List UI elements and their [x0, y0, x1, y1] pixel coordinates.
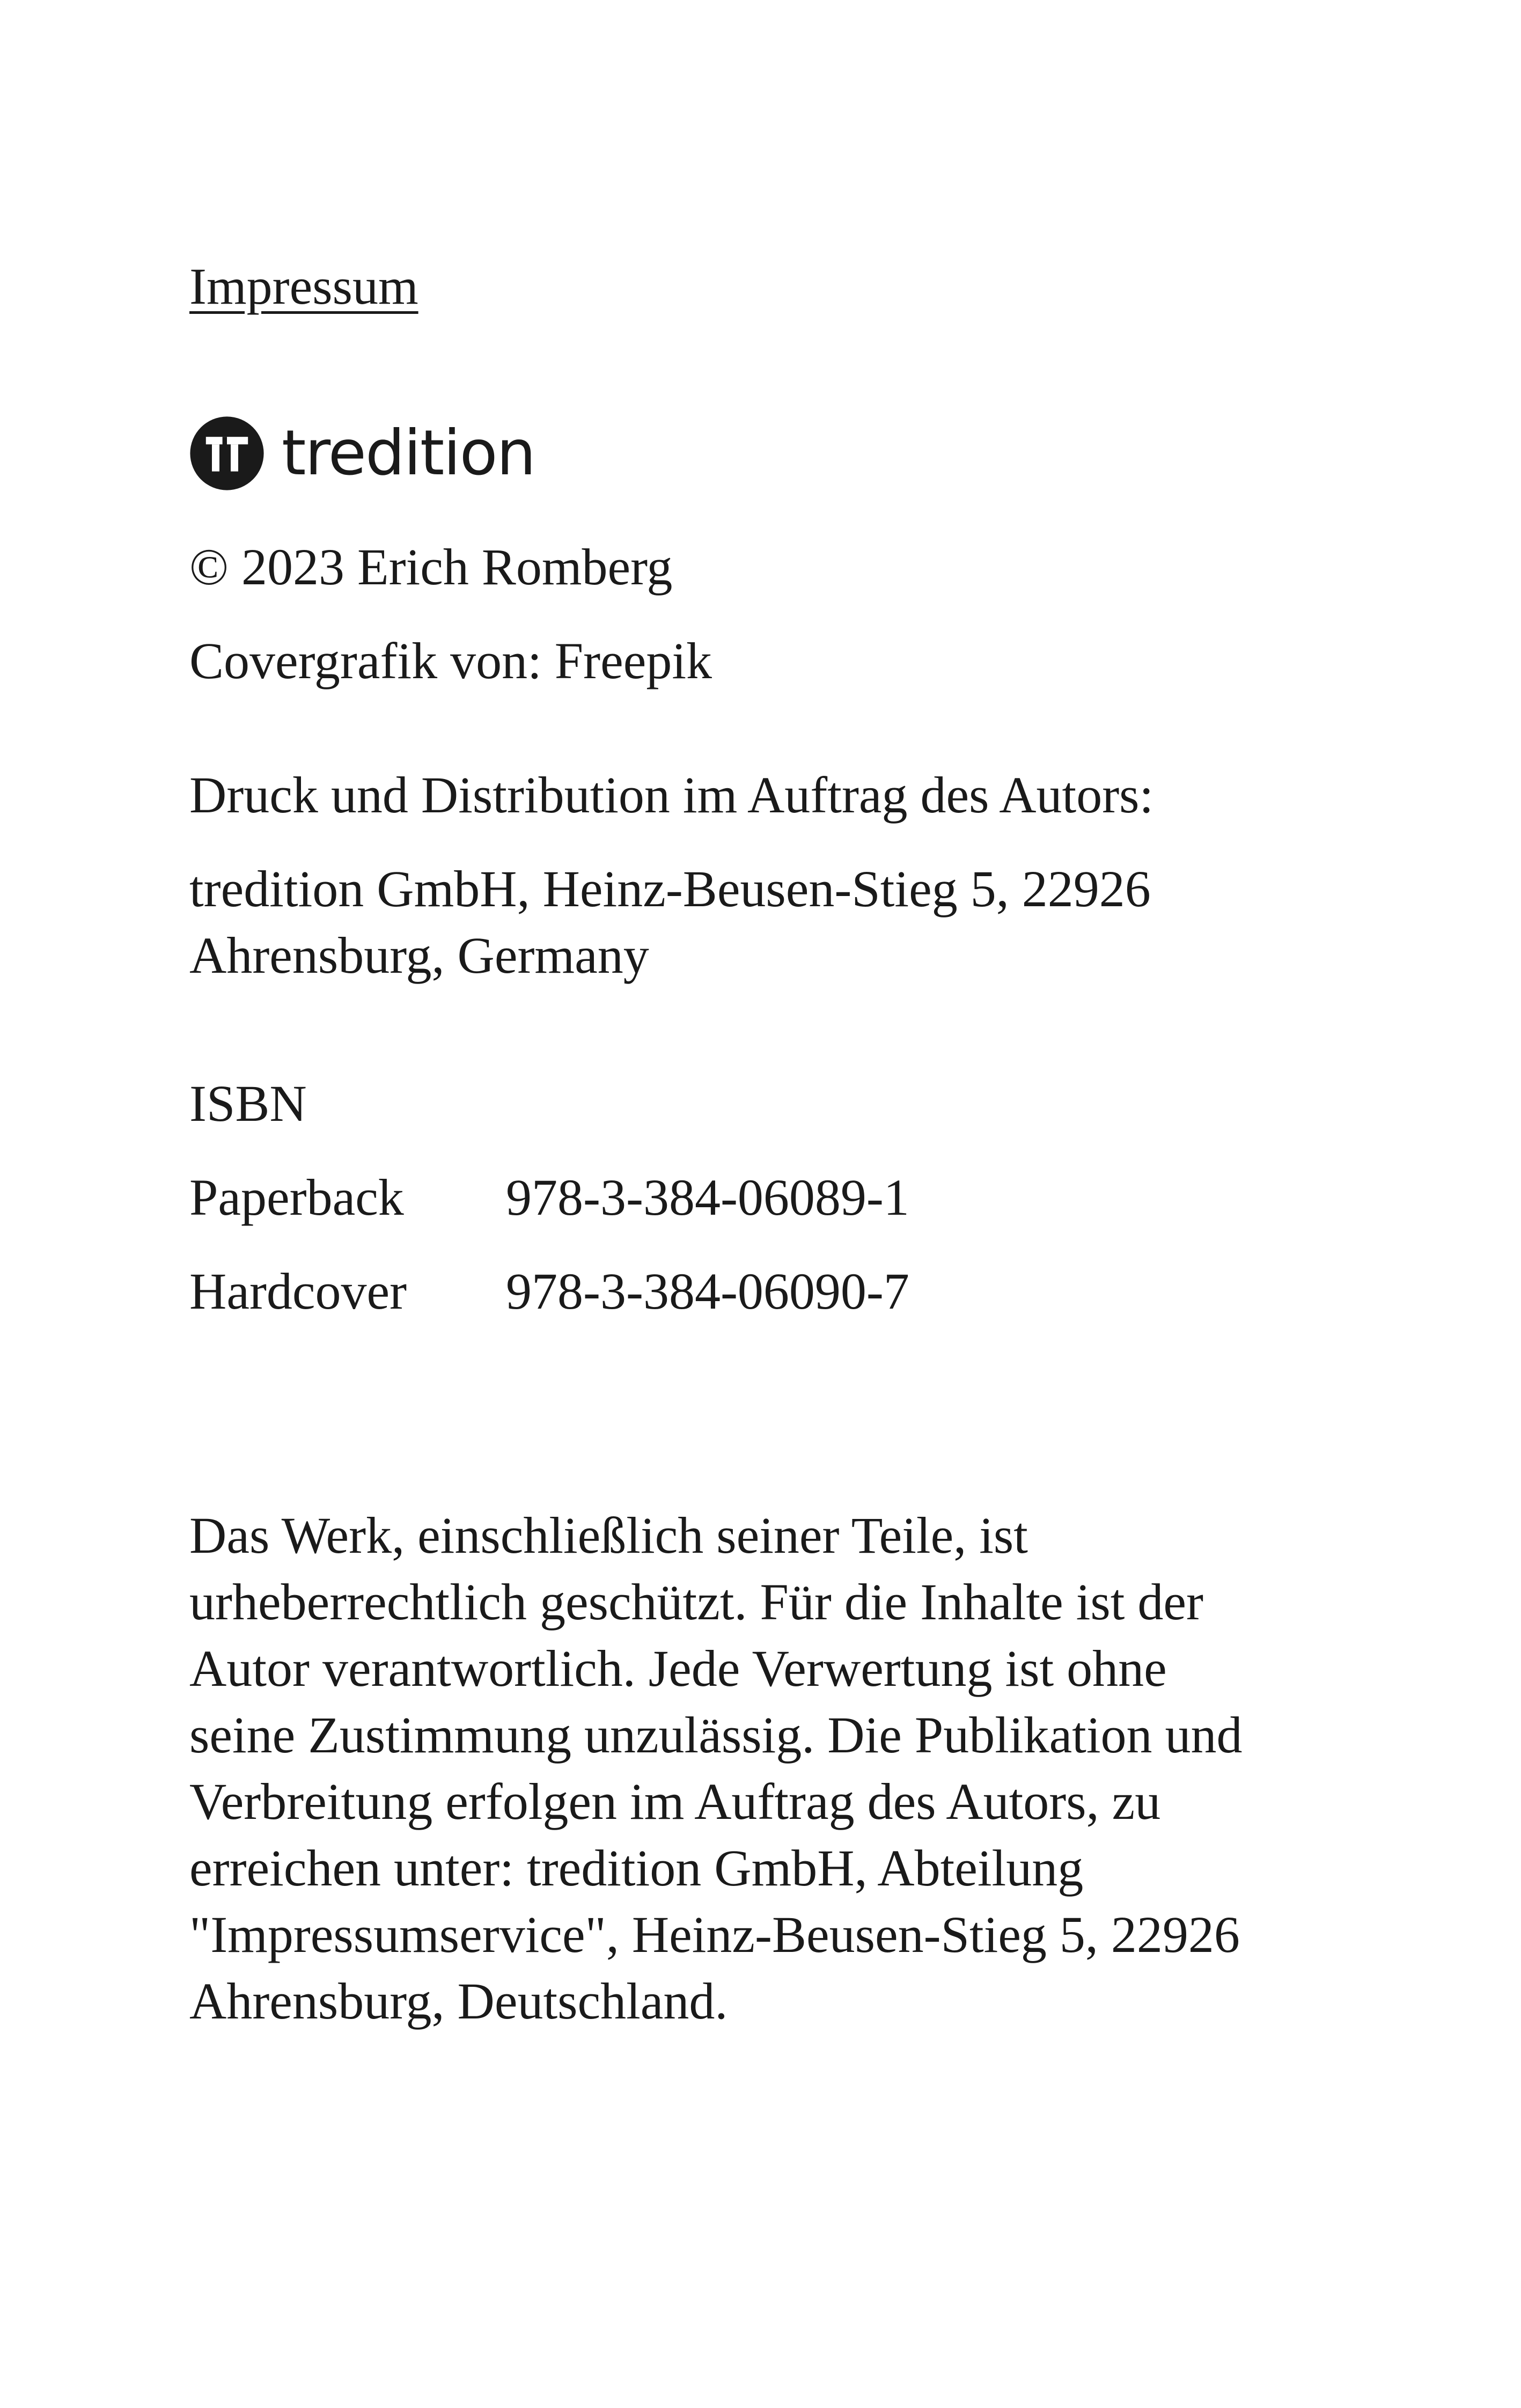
- tredition-logo-icon: [189, 416, 264, 491]
- isbn-row-paperback: [189, 1164, 909, 1231]
- address-line: Ahrensburg, Germany: [189, 927, 649, 984]
- cover-credit: Covergrafik von: Freepik: [189, 632, 712, 689]
- isbn-heading: ISBN: [189, 1075, 307, 1132]
- legal-line: seine Zustimmung unzulässig. Die Publikation und: [189, 1706, 1243, 1764]
- isbn-label: Hardcover: [189, 1262, 407, 1320]
- publisher-address: [189, 856, 1316, 989]
- copyright-line: © 2023 Erich Romberg: [189, 538, 673, 596]
- legal-line: Autor verantwortlich. Jede Verwertung ist ohne: [189, 1640, 1167, 1697]
- legal-line: Verbreitung erfolgen im Auftrag des Autors, zu: [189, 1773, 1161, 1830]
- legal-line: Ahrensburg, Deutschland.: [189, 1972, 728, 2030]
- logo-wordmark: tredition: [282, 417, 535, 489]
- legal-line: "Impressumservice", Heinz-Beusen-Stieg 5, 22926: [189, 1906, 1240, 1963]
- legal-notice: [189, 1502, 1343, 2035]
- distribution-heading: Druck und Distribution im Auftrag des Autors:: [189, 766, 1154, 824]
- legal-line: urheberrechtlich geschützt. Für die Inhalte ist der: [189, 1573, 1203, 1631]
- isbn-value: 978-3-384-06090-7: [506, 1262, 909, 1320]
- imprint-page: [189, 0, 1343, 2408]
- page-title: Impressum: [189, 258, 418, 315]
- legal-line: erreichen unter: tredition GmbH, Abteilung: [189, 1839, 1084, 1897]
- legal-line: Das Werk, einschließlich seiner Teile, ist: [189, 1507, 1028, 1564]
- isbn-value: 978-3-384-06089-1: [506, 1169, 909, 1226]
- isbn-row-hardcover: [189, 1258, 909, 1325]
- address-line: tredition GmbH, Heinz-Beusen-Stieg 5, 22926: [189, 860, 1151, 917]
- publisher-logo: [189, 413, 535, 494]
- isbn-label: Paperback: [189, 1169, 404, 1226]
